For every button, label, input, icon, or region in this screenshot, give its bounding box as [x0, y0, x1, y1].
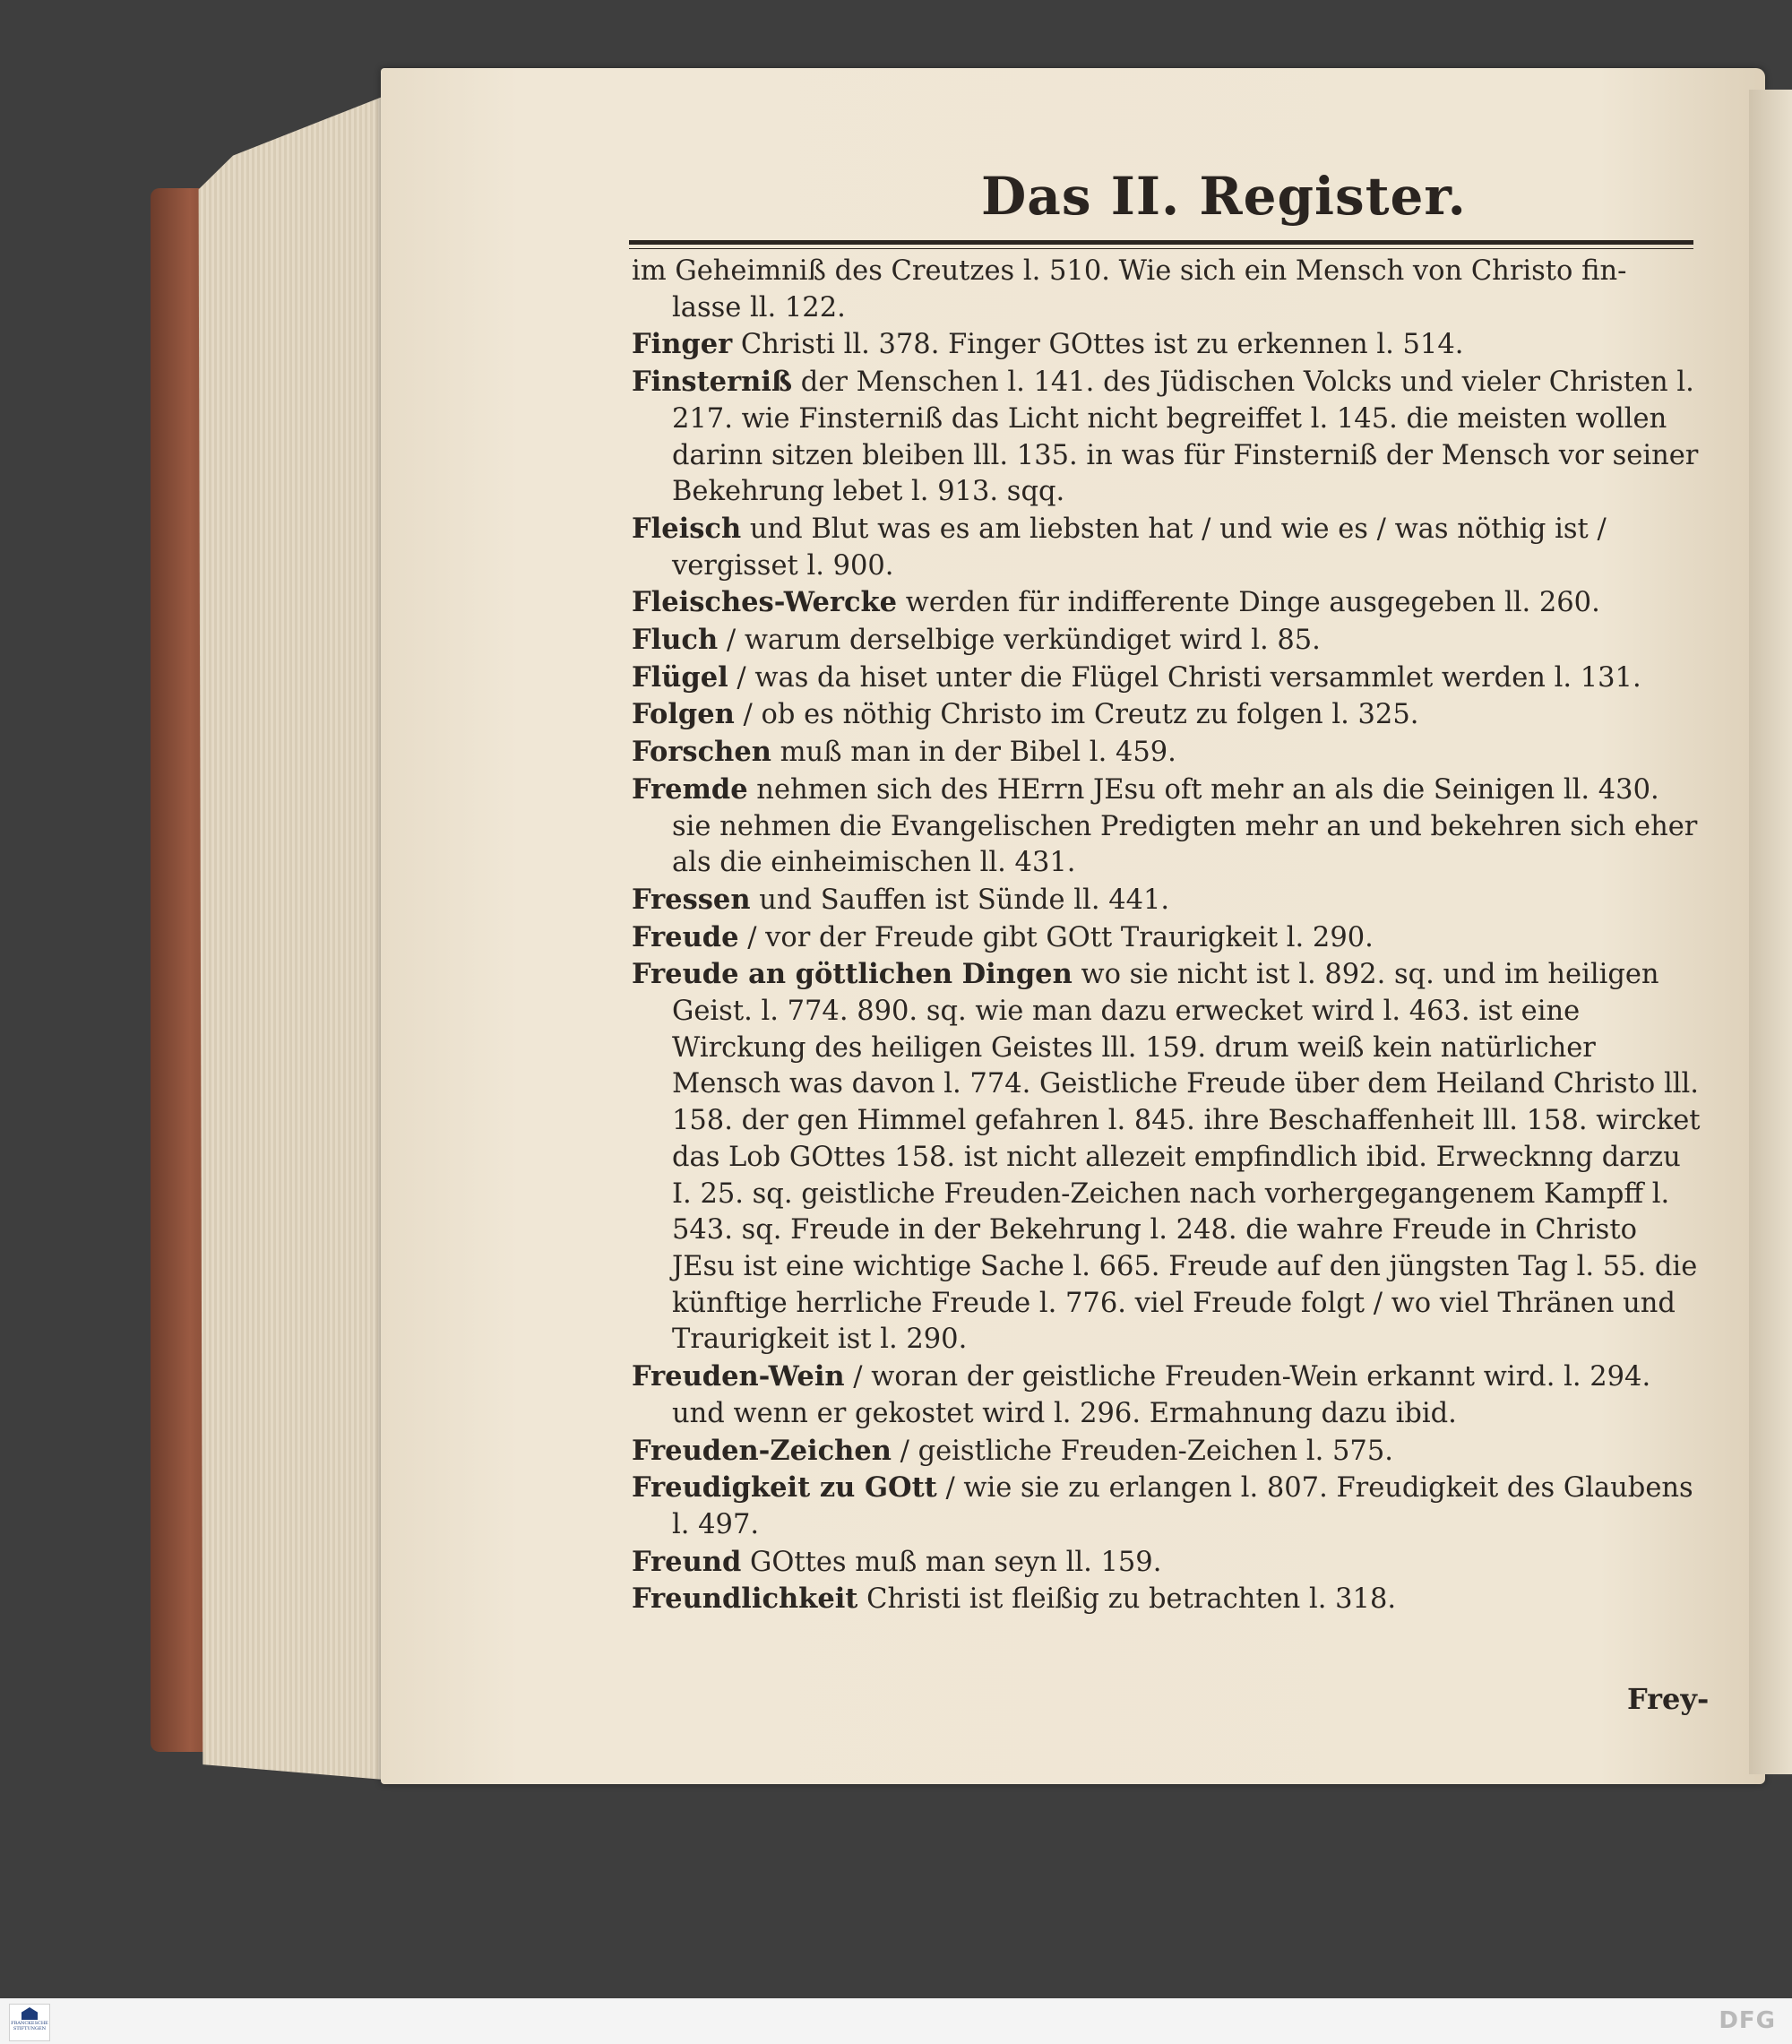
entry-text: lasse ll. 122. [672, 291, 846, 323]
register-entry [632, 956, 1702, 1358]
entry-text: und Sauffen ist Sünde ll. 441. [750, 884, 1170, 916]
register-entry [632, 919, 1702, 957]
register-entry [632, 1470, 1702, 1543]
register-entry [632, 584, 1702, 622]
register-entry [632, 254, 1702, 290]
page-header: Das II. Register. [981, 166, 1467, 227]
entry-text: / geistliche Freuden-Zeichen l. 575. [891, 1435, 1393, 1467]
entry-text: wo sie nicht ist l. 892. sq. und im heiligen Geist. l. 774. 890. sq. wie man dazu erwecket wird l. 463. ist eine Wirckung des heiligen Geistes lll. 159. drum weiß kein natürlicher Mensch was davon l. 774. Geistliche Freude über dem Heiland Christo lll. 158. der gen Himmel gefahren l. 845. ihre Beschaffenheit lll. 158. wircket das Lob GOttes 158. ist nicht allezeit empfindlich ibid. Erwecknng darzu I. 25. sq. geistliche Freuden-Zeichen nach vorhergegangenem Kampff l. 543. sq. Freude in der Bekehrung l. 248. die wahre Freude in Christo JEsu ist eine wichtige Sache l. 665. Freude auf den jüngsten Tag l. 55. die künftige herrliche Freude l. 776. viel Freude folgt / wo viel Thränen und Traurigkeit ist l. 290. [672, 959, 1701, 1356]
register-entry [632, 511, 1702, 584]
dfg-logo[interactable]: DFG [1719, 2007, 1776, 2034]
entry-text: / ob es nöthig Christo im Creutz zu folgen l. 325. [734, 699, 1419, 731]
register-entry [632, 772, 1702, 882]
entry-text: Christi ist fleißig zu betrachten l. 318. [857, 1583, 1397, 1616]
entry-headword: Freude an göttlichen Dingen [632, 958, 1073, 991]
register-entry [632, 622, 1702, 660]
entry-text: / was da hiset unter die Flügel Christi versammlet werden l. 131. [728, 661, 1641, 694]
entry-headword: Fressen [632, 883, 751, 916]
entry-headword: Folgen [632, 698, 735, 731]
entry-headword: Flügel [632, 660, 728, 694]
register-entry [632, 660, 1702, 697]
entry-headword: Forschen [632, 736, 771, 769]
register-entry [632, 734, 1702, 772]
entry-text: / wie sie zu erlangen l. 807. Freudigkeit des Glaubens l. 497. [672, 1472, 1693, 1540]
entry-text: GOttes muß man seyn ll. 159. [741, 1546, 1162, 1578]
entry-text: muß man in der Bibel l. 459. [771, 737, 1176, 769]
facing-page-edge [1749, 90, 1792, 1774]
entry-headword: Fremde [632, 772, 748, 806]
register-entry [632, 364, 1702, 511]
entry-text: Christi ll. 378. Finger GOttes ist zu erkennen l. 514. [732, 329, 1464, 361]
entry-headword: Freund [632, 1545, 742, 1578]
entry-headword: Freudigkeit zu GOtt [632, 1471, 937, 1505]
entry-headword: Fleisch [632, 512, 742, 545]
register-entry [632, 290, 1702, 327]
franckesche-stiftungen-logo[interactable] [9, 2004, 50, 2041]
entry-headword: Freundlichkeit [632, 1583, 858, 1616]
page-edges [190, 88, 405, 1781]
viewer-footer [0, 1998, 1792, 2044]
entry-headword: Finsterniß [632, 366, 793, 399]
register-entry [632, 1581, 1702, 1618]
catchword: Frey- [1627, 1682, 1710, 1716]
entry-headword: Finger [632, 328, 733, 361]
header-rule [629, 240, 1693, 245]
entry-text: und Blut was es am liebsten hat / und wie es / was nöthig ist / vergisset l. 900. [672, 513, 1607, 582]
entry-text: / vor der Freude gibt GOtt Traurigkeit l. 290. [738, 921, 1374, 953]
register-entry [632, 882, 1702, 919]
register-entries [632, 254, 1702, 1618]
entry-text: der Menschen l. 141. des Jüdischen Volcks und vieler Christen l. 217. wie Finsterniß das Licht nicht begreiffet l. 145. die meisten wollen darinn sitzen bleiben lll. 135. in was für Finsterniß der Mensch vor seiner Bekehrung lebet l. 913. sqq. [672, 367, 1699, 508]
left-logo-text: FRANCKESCHE STIFTUNGEN [11, 2021, 48, 2031]
entry-headword: Freude [632, 920, 739, 953]
entry-text: / warum derselbige verkündiget wird l. 85. [718, 625, 1321, 657]
entry-headword: Fluch [632, 624, 719, 657]
building-icon [22, 2007, 38, 2020]
entry-text: / woran der geistliche Freuden-Wein erkannt wird. l. 294. und wenn er gekostet wird l. 296. Ermahnung dazu ibid. [672, 1361, 1651, 1429]
entry-headword: Freuden-Zeichen [632, 1434, 892, 1467]
entry-text: im Geheimniß des Creutzes l. 510. Wie sich ein Mensch von Christo fin- [632, 255, 1627, 287]
register-entry [632, 696, 1702, 734]
register-entry [632, 1544, 1702, 1582]
entry-headword: Fleisches-Wercke [632, 586, 898, 619]
entry-headword: Freuden-Wein [632, 1360, 845, 1393]
register-entry [632, 1433, 1702, 1470]
entry-text: nehmen sich des HErrn JEsu oft mehr an als die Seinigen ll. 430. sie nehmen die Evangelischen Predigten mehr an und bekehren sich eher als die einheimischen ll. 431. [672, 773, 1698, 879]
register-entry [632, 326, 1702, 364]
entry-text: werden für indifferente Dinge ausgegeben ll. 260. [897, 587, 1600, 619]
header-rule-thin [629, 248, 1693, 249]
register-entry [632, 1358, 1702, 1432]
